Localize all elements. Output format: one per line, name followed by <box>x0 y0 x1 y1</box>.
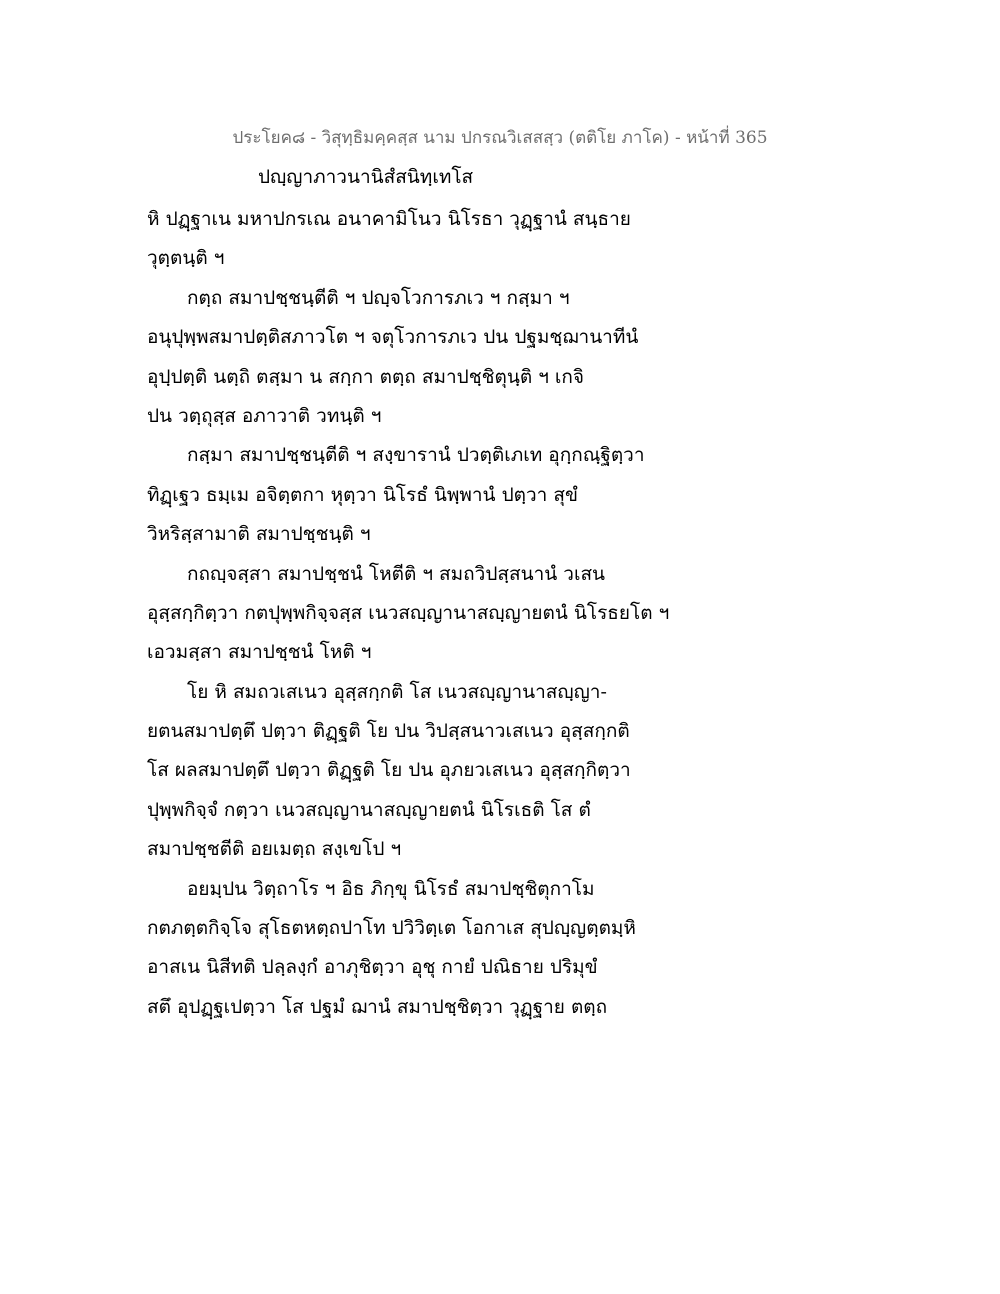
text-line: อุสฺสกฺกิตฺวา กตปุพฺพกิจฺจสฺส เนวสญฺญานาสญฺญายตนํ นิโรธยโต ฯ <box>147 601 670 624</box>
text-line: หิ ปฏฺฐาเน มหาปกรเณ อนาคามิโนว นิโรธา วุฏฺฐานํ สนฺธาย <box>147 208 631 230</box>
text-line: วุตฺตนฺติ ฯ <box>147 247 225 270</box>
text-line: สมาปชฺชตีติ อยเมตฺถ สงฺเขโป ฯ <box>147 838 402 861</box>
text-line: โส ผลสมาปตฺตึ ปตฺวา ติฏฺฐติ โย ปน อุภยวเสเนว อุสฺสกฺกิตฺวา <box>147 759 631 782</box>
section-title: ปญฺญาภาวนานิสํสนิทฺเทโส <box>258 166 474 188</box>
text-line: ปน วตฺถุสฺส อภาวาติ วทนฺติ ฯ <box>147 404 382 427</box>
text-line: ปุพฺพกิจฺจํ กตฺวา เนวสญฺญานาสญฺญายตนํ นิโรเธติ โส ตํ <box>147 798 591 821</box>
text-line: อาสเน นิสีทติ ปลฺลงฺกํ อาภุชิตฺวา อุชุ กายํ ปณิธาย ปริมุขํ <box>147 956 598 979</box>
running-head: ประโยค๘ - วิสุทฺธิมคฺคสฺส นาม ปกรณวิเสสสฺว (ตติโย ภาโค) - หน้าที่ 365 <box>232 128 768 148</box>
text-line: ยตนสมาปตฺตึ ปตฺวา ติฏฺฐติ โย ปน วิปสฺสนาวเสเนว อุสฺสกฺกติ <box>147 720 630 743</box>
text-line: กสฺมา สมาปชฺชนฺตีติ ฯ สงฺขารานํ ปวตฺติเภเท อุกฺกณฺฐิตฺวา <box>187 444 645 467</box>
text-line: อุปฺปตฺติ นตฺถิ ตสฺมา น สกฺกา ตตฺถ สมาปชฺชิตุนฺติ ฯ เกจิ <box>147 365 585 388</box>
text-line: ทิฏฺเฐว ธมฺเม อจิตฺตกา หุตฺวา นิโรธํ นิพฺพานํ ปตฺวา สุขํ <box>147 483 578 506</box>
text-line: อนุปุพฺพสมาปตฺติสภาวโต ฯ จตุโวการภเว ปน ปฐมชฺฌานาทีนํ <box>147 326 639 349</box>
text-line: กถญฺจสฺสา สมาปชฺชนํ โหตีติ ฯ สมถวิปสฺสนานํ วเสน <box>187 562 606 585</box>
text-line: วิหริสฺสามาติ สมาปชฺชนฺติ ฯ <box>147 523 371 546</box>
text-line: สตึ อุปฏฺฐเปตฺวา โส ปฐมํ ฌานํ สมาปชฺชิตฺวา วุฏฺฐาย ตตฺถ <box>147 995 608 1018</box>
text-line: โย หิ สมถวเสเนว อุสฺสกฺกติ โส เนวสญฺญานาสญฺญา- <box>187 680 607 703</box>
text-line: กตฺถ สมาปชฺชนฺตีติ ฯ ปญฺจโวการภเว ฯ กสฺมา ฯ <box>187 286 570 309</box>
text-line: อยมฺปน วิตฺถาโร ฯ อิธ ภิกฺขุ นิโรธํ สมาปชฺชิตุกาโม <box>187 877 595 900</box>
text-line: กตภตฺตกิจฺโจ สุโธตหตฺถปาโท ปวิวิตฺเต โอกาเส สุปญฺญตฺตมฺหิ <box>147 917 636 940</box>
text-line: เอวมสฺสา สมาปชฺชนํ โหติ ฯ <box>147 641 372 664</box>
body-text <box>147 200 687 1027</box>
